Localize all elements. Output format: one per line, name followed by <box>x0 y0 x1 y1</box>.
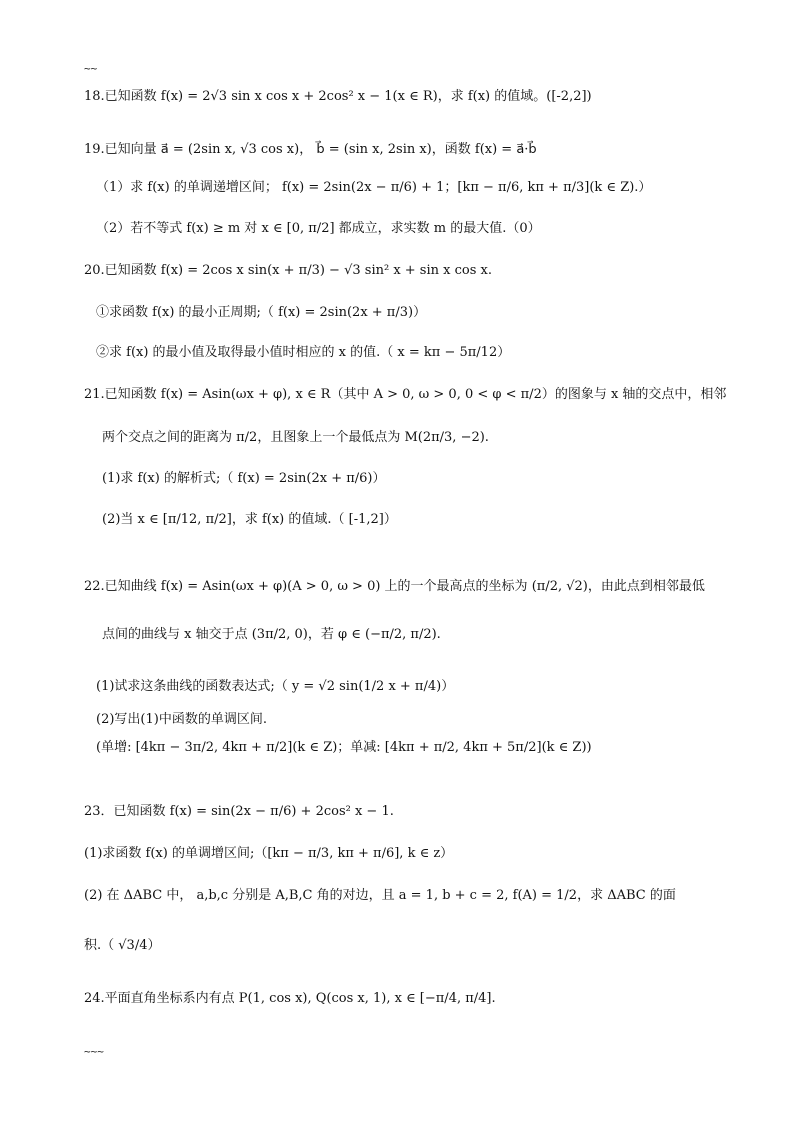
problem-21-line-2: 两个交点之间的距离为 π/2，且图象上一个最低点为 M(2π/3, −2). <box>102 430 489 445</box>
problem-21-part-1: (1)求 f(x) 的解析式;（ f(x) = 2sin(2x + π/6)） <box>102 471 386 486</box>
problem-19-part-2: （2）若不等式 f(x) ≥ m 对 x ∈ [0, π/2] 都成立，求实数 m 的最大值.（0） <box>96 221 541 236</box>
problem-23-part-2: (2) 在 ΔABC 中， a,b,c 分别是 A,B,C 角的对边，且 a = 1, b + c = 2, f(A) = 1/2，求 ΔABC 的面 <box>84 888 676 903</box>
problem-22-part-1: (1)试求这条曲线的函数表达式;（ y = √2 sin(1/2 x + π/4)） <box>96 679 455 694</box>
problem-23-part-1: (1)求函数 f(x) 的单调增区间;（[kπ − π/3, kπ + π/6], k ∈ z） <box>84 846 454 861</box>
header-mark: ~~ <box>84 62 98 75</box>
problem-21: 21.已知函数 f(x) = Asin(ωx + φ), x ∈ R（其中 A > 0, ω > 0, 0 < φ < π/2）的图象与 x 轴的交点中，相邻 <box>84 387 727 402</box>
footer-mark: ~~~ <box>84 1045 104 1058</box>
problem-22: 22.已知曲线 f(x) = Asin(ωx + φ)(A > 0, ω > 0) 上的一个最高点的坐标为 (π/2, √2)，由此点到相邻最低 <box>84 579 705 594</box>
problem-21-part-2: (2)当 x ∈ [π/12, π/2]，求 f(x) 的值域.（ [-1,2]） <box>102 512 397 527</box>
problem-20-part-1: ①求函数 f(x) 的最小正周期;（ f(x) = 2sin(2x + π/3)） <box>96 305 427 320</box>
problem-22-answer: (单增: [4kπ − 3π/2, 4kπ + π/2](k ∈ Z)；单减: [4kπ + π/2, 4kπ + 5π/2](k ∈ Z)) <box>96 740 592 755</box>
problem-23: 23．已知函数 f(x) = sin(2x − π/6) + 2cos² x − 1. <box>84 804 394 819</box>
problem-19: 19.已知向量 a⃗ = (2sin x, √3 cos x)， b⃗ = (sin x, 2sin x)，函数 f(x) = a⃗·b⃗ <box>84 142 537 157</box>
problem-19-part-1: （1）求 f(x) 的单调递增区间； f(x) = 2sin(2x − π/6) + 1；[kπ − π/6, kπ + π/3](k ∈ Z).） <box>96 180 652 195</box>
problem-20: 20.已知函数 f(x) = 2cos x sin(x + π/3) − √3 sin² x + sin x cos x. <box>84 263 492 278</box>
problem-22-line-2: 点间的曲线与 x 轴交于点 (3π/2, 0)，若 φ ∈ (−π/2, π/2). <box>102 627 441 642</box>
problem-24: 24.平面直角坐标系内有点 P(1, cos x), Q(cos x, 1), x ∈ [−π/4, π/4]. <box>84 991 496 1006</box>
problem-18: 18.已知函数 f(x) = 2√3 sin x cos x + 2cos² x − 1(x ∈ R)，求 f(x) 的值域。([-2,2]) <box>84 89 592 104</box>
problem-23-answer: 积.（ √3/4） <box>84 938 161 953</box>
problem-20-part-2: ②求 f(x) 的最小值及取得最小值时相应的 x 的值.（ x = kπ − 5π/12） <box>96 345 511 360</box>
problem-22-part-2: (2)写出(1)中函数的单调区间. <box>96 712 267 727</box>
